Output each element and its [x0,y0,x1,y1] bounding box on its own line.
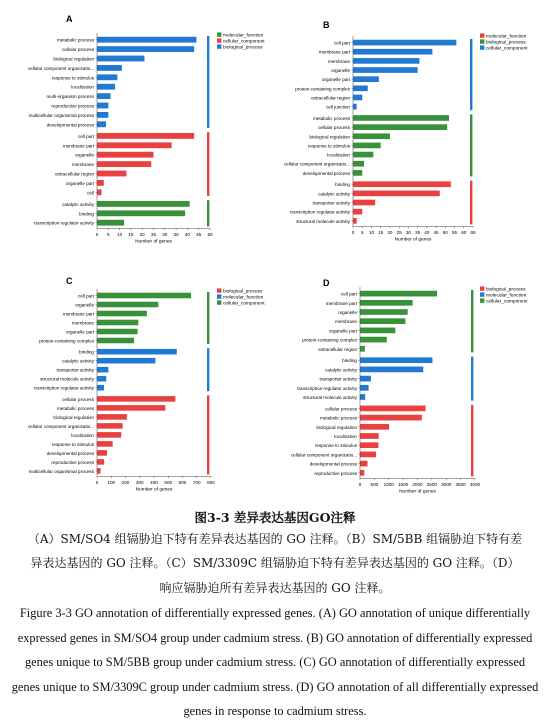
bar [97,171,126,177]
group-indicator [207,36,209,128]
bar [97,56,144,62]
bar [353,161,364,167]
category-label: extracellular region [318,346,357,352]
bar [97,74,117,80]
legend-swatch [480,33,484,37]
legend-swatch [480,39,484,43]
bar [360,367,423,373]
x-tick-label: 0 [358,481,362,487]
chart-panel-d [275,260,550,505]
category-label: transcription regulator activity [297,385,357,391]
bar [360,433,379,439]
category-label: metabolic process [312,115,350,121]
bar [97,133,194,139]
category-label: binding [335,182,350,188]
x-tick-label: 20 [139,231,145,237]
group-indicator [470,181,472,225]
category-label: developmental process [46,122,94,128]
bar [97,468,101,474]
bar [97,220,124,226]
x-tick-label: 5 [107,231,110,237]
category-label: organelle [75,302,94,308]
x-tick-label: 45 [196,231,202,237]
bar [360,461,367,467]
group-indicator [207,292,209,344]
x-tick-label: 30 [405,229,411,235]
legend-swatch [480,286,484,290]
category-label: cellular component organizatio... [283,161,350,167]
caption-cn-line-2: 异表达基因的 GO 注释。（C）SM/3309C 组镉胁迫下特有差异表达基因的 GO 注释。（D） [30,556,520,570]
category-label: transporter activity [312,200,350,206]
go-bar-chart-c [0,260,275,505]
x-tick-label: 100 [107,479,116,485]
category-label: cellular component organizatio... [27,423,94,429]
group-indicator [207,395,209,474]
category-label: structural molecule activity [303,395,357,400]
x-tick-label: 35 [173,231,179,237]
bar [97,84,115,90]
category-label: extracellular region [55,171,94,177]
x-tick-label: 50 [207,231,213,237]
bar [353,104,357,110]
bar [97,423,123,429]
x-tick-label: 55 [451,229,458,235]
panel-label: A [66,14,73,24]
bar [353,200,375,206]
group-indicator [207,132,209,196]
bar [97,112,108,118]
category-label: structural molecule activity [40,376,94,382]
caption-en: Figure 3-3 GO annotation of differentially expressed genes. (A) GO annotation of unique differentially expressed genes in SM/SO4 group under cadmium stress. (B) GO annotation of differentially expressed genes unique to SM/5BB group under cadmium stress. (C) GO annotation of differentially expressed genes unique to SM/3309C group under cadmium stress. (D) GO annotation of all differentially expressed genes in response to cadmium stress. [11,606,539,718]
bar [360,415,422,421]
category-label: response to stimulus [51,75,94,81]
caption-cn-line-3: 响应镉胁迫所有差异表达基因的 GO 注释。 [159,581,391,595]
bar [97,329,138,335]
bar [353,49,432,55]
caption-cn-line-1: （A）SM/SO4 组镉胁迫下特有差异表达基因的 GO 注释。（B）SM/5BB 组镉胁迫下特有差 [27,532,523,546]
x-tick-label: 60 [461,229,467,235]
bar [97,367,108,373]
bar [97,414,127,420]
x-tick-label: 25 [396,229,402,235]
x-tick-label: 700 [192,479,201,485]
x-tick-label: 300 [135,479,144,485]
category-label: localization [71,84,94,90]
x-tick-label: 50 [442,229,448,235]
bar [97,338,134,344]
category-label: response to stimulus [307,143,350,149]
category-label: membrane part [325,300,357,306]
legend-swatch [217,44,221,48]
x-tick-label: 2000 [412,481,423,487]
legend-swatch [217,294,221,298]
bar [97,37,196,43]
x-tick-label: 0 [95,479,99,485]
category-label: developmental process [309,461,357,467]
legend-label: molecular_function [223,295,264,301]
bar [360,309,408,315]
x-axis-label: Number of genes [135,239,172,245]
category-label: catalytic activity [318,191,350,197]
chart-panel-c [0,260,275,505]
category-label: localization [327,152,350,158]
category-label: organelle part [65,180,94,186]
bar [353,76,379,82]
bar [360,442,378,448]
bar [97,180,104,186]
panel-label: C [66,276,73,286]
legend-swatch [217,38,221,42]
category-label: developmental process [302,170,350,176]
category-label: binding [79,211,94,217]
x-tick-label: 0 [95,231,99,237]
bar [97,385,104,391]
category-label: organelle part [328,328,357,334]
category-label: cellular component organizatio... [290,452,357,458]
category-label: cell [87,190,94,196]
legend-label: biological_process [486,287,526,293]
panel-label: D [323,278,330,288]
category-label: organelle [338,310,357,315]
x-tick-label: 800 [207,479,215,485]
x-tick-label: 500 [370,481,379,487]
x-tick-label: 15 [128,231,134,237]
category-label: metabolic process [56,37,94,43]
category-label: organelle [75,152,94,158]
category-label: transcription regulator activity [34,220,94,226]
category-label: cellular process [325,406,357,412]
category-label: transcription regulator activity [34,385,94,391]
bar [353,85,368,91]
bar [360,357,432,363]
legend-swatch [217,300,221,304]
x-tick-label: 25 [150,231,157,237]
legend-label: molecular_function [486,34,527,40]
x-tick-label: 40 [424,229,430,235]
go-bar-chart-b [275,0,550,255]
category-label: multi-organism process [46,94,94,100]
x-tick-label: 600 [178,479,187,485]
bar [353,143,381,149]
category-label: reproductive process [51,103,94,109]
x-tick-label: 400 [150,479,158,485]
bar [97,93,111,99]
x-tick-label: 40 [184,231,190,237]
bar [97,358,155,364]
x-axis-label: Number of genes [399,489,436,495]
x-tick-label: 0 [351,229,355,235]
legend-label: cellular_component [486,46,528,52]
x-tick-label: 65 [470,229,476,235]
bar [97,152,154,158]
category-label: catalytic activity [325,367,357,373]
bar [360,291,437,297]
legend-swatch [480,45,484,49]
category-label: localization [71,432,94,438]
bar [353,170,362,176]
go-bar-chart-a [0,0,275,255]
x-tick-label: 1500 [398,481,409,487]
category-label: cellular process [62,47,94,53]
category-label: cellular process [318,125,350,131]
panel-label: B [323,20,330,30]
category-label: cell part [77,133,94,139]
bar [360,376,371,382]
bar [97,441,113,447]
bar [97,376,106,382]
x-tick-label: 35 [415,229,421,235]
legend-swatch [480,292,484,296]
legend-label: cellular_component [223,301,265,307]
bar [97,201,190,207]
go-bar-chart-d [275,260,550,505]
bar [353,40,456,46]
legend-label: biological_process [223,289,263,295]
x-tick-label: 5 [360,229,364,235]
category-label: transcription regulator activity [290,209,350,215]
category-label: protein-containing complex [39,338,94,344]
category-label: membrane part [318,49,350,55]
legend-label: biological_process [486,40,526,46]
group-indicator [207,348,209,391]
bar [360,318,405,324]
x-axis-label: Number of genes [394,237,432,243]
category-label: biological regulation [316,424,357,430]
bar [353,124,447,130]
category-label: binding [79,349,94,355]
bar [97,405,165,411]
bar [353,209,362,215]
chart-panel-b [275,0,550,255]
x-tick-label: 15 [378,229,384,235]
category-label: protein-containing complex [302,337,357,343]
bar [353,67,418,73]
category-label: metabolic process [56,405,94,411]
category-label: membrane [72,320,94,326]
legend-label: biological_process [223,45,263,51]
category-label: transporter activity [56,367,94,373]
bar [360,424,389,430]
bar [97,320,138,326]
category-label: membrane [335,319,357,325]
category-label: response to stimulus [51,441,94,447]
category-label: structural molecule activity [296,218,350,224]
x-tick-label: 30 [162,231,168,237]
category-label: reproductive process [314,470,357,476]
x-tick-label: 20 [387,229,393,235]
category-label: multicellular organismal process [28,468,94,474]
category-label: organelle part [65,329,94,335]
bar [97,189,102,195]
legend-label: cellular_component [486,299,528,305]
category-label: membrane [72,162,94,168]
category-label: catalytic activity [62,358,94,364]
bar [360,346,365,352]
category-label: cell part [77,293,94,299]
x-tick-label: 45 [433,229,439,235]
bar [360,452,376,458]
bar [97,142,172,148]
bar [353,133,390,139]
category-label: organelle [331,68,350,74]
x-axis-label: Number of genes [135,487,173,493]
bar [97,302,158,308]
legend-swatch [217,32,221,36]
category-label: localization [334,434,357,439]
legend-label: cellular_component [223,39,265,45]
bar [353,218,357,224]
group-indicator [470,114,472,176]
category-label: membrane part [62,143,94,149]
category-label: developmental process [46,450,94,456]
x-tick-label: 1000 [383,481,394,487]
bar [97,65,122,71]
x-tick-label: 4000 [469,481,481,487]
bar [353,191,440,197]
bar [353,58,419,64]
category-label: cell part [340,291,357,297]
bar [97,349,177,355]
bar [360,328,395,334]
category-label: cellular process [62,396,94,402]
bar [97,161,151,167]
bar [97,121,106,127]
x-tick-label: 200 [121,479,130,485]
category-label: transporter activity [319,376,357,382]
x-tick-label: 10 [368,229,375,235]
category-label: catalytic activity [62,201,94,207]
bar [97,293,191,299]
legend-label: molecular_function [486,293,527,299]
x-tick-label: 3000 [441,481,452,487]
chart-panel-a [0,0,275,255]
x-tick-label: 500 [164,479,173,485]
bar [97,396,175,402]
category-label: reproductive process [51,459,94,465]
bar [97,46,194,52]
bar [353,181,451,187]
category-label: binding [342,358,357,364]
category-label: protein-containing complex [295,86,350,92]
category-label: extracellular region [311,95,350,101]
legend-swatch [480,298,484,302]
bar [97,311,147,317]
category-label: biological regulation [53,56,94,62]
category-label: organelle part [321,77,350,83]
x-tick-label: 2500 [426,481,437,487]
group-indicator [207,200,209,226]
category-label: biological regulation [53,414,94,420]
category-label: cell junction [325,104,350,110]
bar [353,115,449,121]
bar [360,406,426,412]
bar [360,394,365,400]
x-tick-label: 10 [117,231,123,237]
figure-title: 图3-3 差异表达基因GO注释 [194,510,356,525]
bar [97,210,185,216]
legend-label: molecular_function [223,33,264,39]
bar [97,103,108,109]
category-label: membrane part [62,311,94,317]
bar [353,95,362,101]
bar [97,450,107,456]
group-indicator [471,405,473,477]
bar [360,385,369,391]
x-tick-label: 3500 [455,481,466,487]
legend-swatch [217,288,221,292]
bar [360,337,387,343]
bar [97,459,104,465]
category-label: metabolic process [319,415,357,421]
group-indicator [471,290,473,352]
group-indicator [471,357,473,401]
bar [360,300,413,306]
bar [353,152,373,158]
bar [97,432,121,438]
category-label: cellular component organizatio... [27,65,94,71]
category-label: biological regulation [309,134,350,140]
group-indicator [470,39,472,110]
category-label: membrane [328,58,350,64]
category-label: cell part [333,40,350,46]
category-label: response to stimulus [314,443,357,449]
bar [360,470,364,476]
category-label: multicellular organismal process [28,112,94,118]
